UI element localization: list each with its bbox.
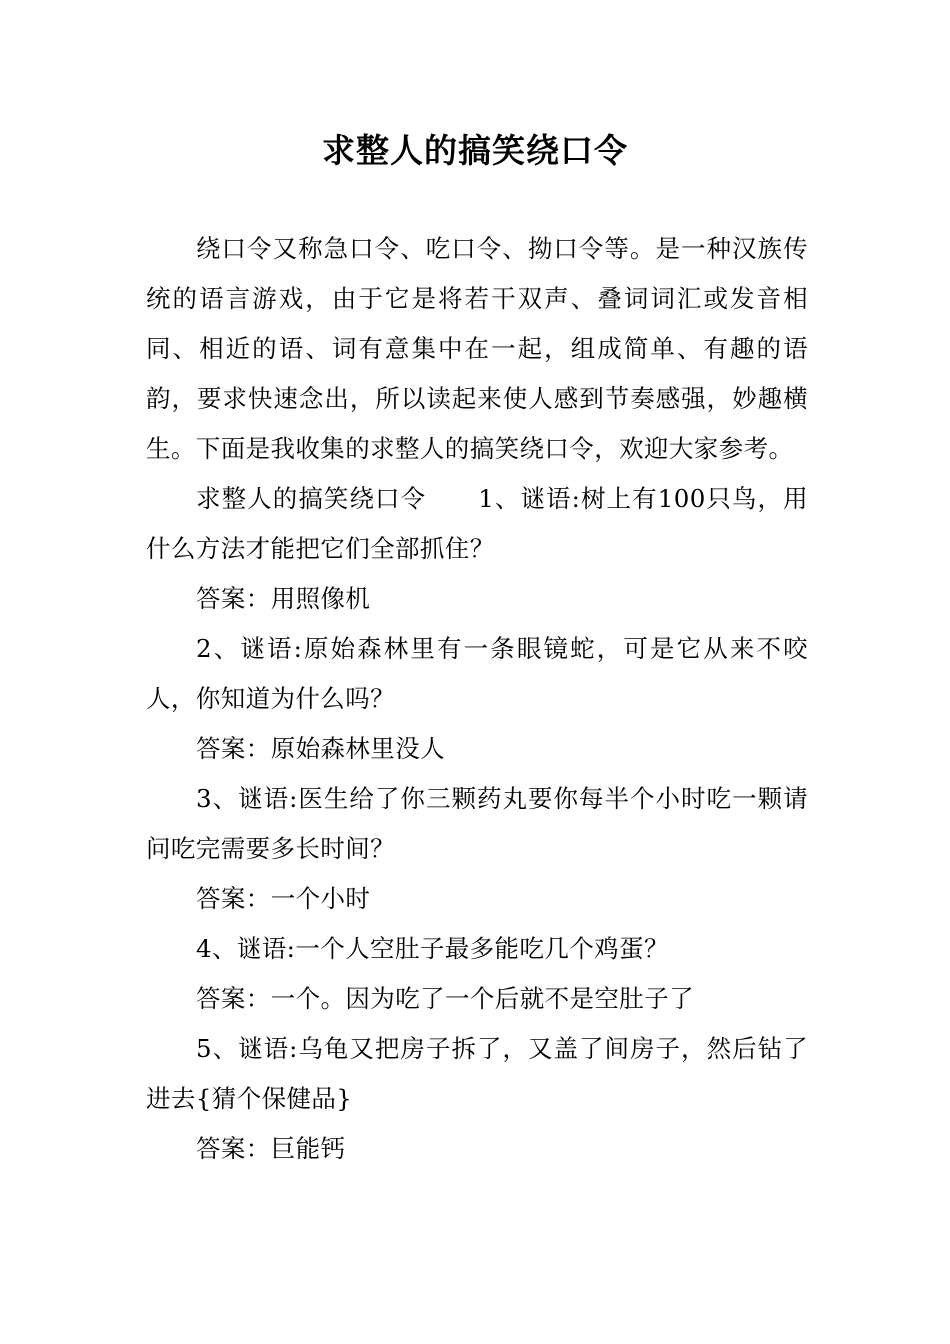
riddle-5-question: 5、谜语:乌龟又把房子拆了，又盖了间房子，然后钻了进去{猜个保健品} — [146, 1034, 808, 1113]
intro-paragraph: 绕口令又称急口令、吃口令、拗口令等。是一种汉族传统的语言游戏，由于它是将若干双声、叠词词汇或发音相同、相近的语、词有意集中在一起，组成简单、有趣的语韵，要求快速念出，所以读起来使人感到节奏感强，妙趣横生。下面是我收集的求整人的搞笑绕口令，欢迎大家参考。 — [146, 234, 808, 463]
riddle-2-answer: 答案：原始森林里没人 — [196, 734, 445, 763]
riddle-2-question: 2、谜语:原始森林里有一条眼镜蛇，可是它从来不咬人，你知道为什么吗？ — [146, 634, 808, 713]
riddle-1-question: 1、谜语:树上有100只鸟，用什么方法才能把它们全部抓住？ — [146, 484, 808, 563]
riddle-3-question: 3、谜语:医生给了你三颗药丸要你每半个小时吃一颗请问吃完需要多长时间？ — [146, 784, 808, 863]
riddle-3-answer: 答案：一个小时 — [196, 884, 371, 913]
riddle-1-answer: 答案：用照像机 — [196, 584, 371, 613]
page-title: 求整人的搞笑绕口令 — [322, 131, 628, 170]
riddle-4-answer: 答案：一个。因为吃了一个后就不是空肚子了 — [196, 984, 694, 1013]
riddle-5-answer: 答案：巨能钙 — [196, 1134, 346, 1163]
riddle-1-paragraph — [146, 474, 808, 574]
section-heading: 求整人的搞笑绕口令 — [196, 484, 427, 513]
document-body — [146, 224, 808, 1174]
riddle-4-question: 4、谜语:一个人空肚子最多能吃几个鸡蛋？ — [196, 934, 669, 963]
